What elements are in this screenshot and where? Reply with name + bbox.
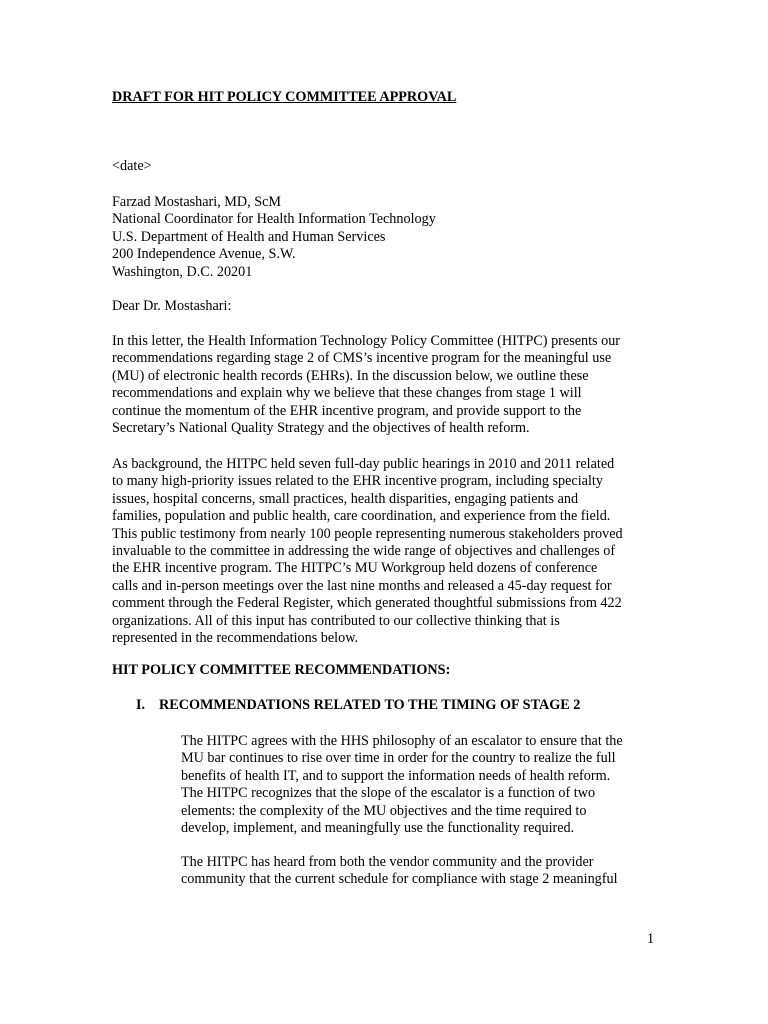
subsection-heading <box>136 697 580 714</box>
text-line: develop, implement, and meaningfully use the functionality required. <box>181 820 575 837</box>
text-line: families, population and public health, care coordination, and experience from the field. <box>112 508 611 525</box>
text-line: In this letter, the Health Information Technology Policy Committee (HITPC) presents our <box>112 333 621 349</box>
text-line: invaluable to the committee in addressing the wide range of objectives and challenges of <box>112 543 616 560</box>
paragraph-escalator <box>181 733 661 837</box>
document-title: DRAFT FOR HIT POLICY COMMITTEE APPROVAL <box>112 89 457 105</box>
address-line: 200 Independence Avenue, S.W. <box>112 246 296 263</box>
subsection-number: I. <box>136 697 146 713</box>
text-line: the EHR incentive program. The HITPC’s MU Workgroup held dozens of conference <box>112 560 598 577</box>
text-line: This public testimony from nearly 100 people representing numerous stakeholders proved <box>112 525 623 542</box>
text-line: The HITPC recognizes that the slope of the escalator is a function of two <box>181 785 596 802</box>
salutation: Dear Dr. Mostashari: <box>112 298 232 314</box>
page-number: 1 <box>647 931 655 947</box>
text-line: continue the momentum of the EHR incentive program, and provide support to the <box>112 402 582 419</box>
text-line: As background, the HITPC held seven full-day public hearings in 2010 and 2011 related <box>112 456 615 472</box>
address-line: Washington, D.C. 20201 <box>112 263 253 280</box>
text-line: organizations. All of this input has contributed to our collective thinking that is <box>112 612 560 629</box>
address-line: U.S. Department of Health and Human Services <box>112 228 386 245</box>
paragraph-schedule <box>181 854 661 889</box>
text-line: recommendations and explain why we believe that these changes from stage 1 will <box>112 385 582 402</box>
text-line: community that the current schedule for compliance with stage 2 meaningful <box>181 871 618 888</box>
text-line: (MU) of electronic health records (EHRs). In the discussion below, we outline these <box>112 367 589 384</box>
text-line: represented in the recommendations below. <box>112 630 359 647</box>
paragraph-background <box>112 456 660 647</box>
text-line: benefits of health IT, and to support the information needs of health reform. <box>181 767 611 784</box>
recipient-address <box>112 194 672 281</box>
text-line: recommendations regarding stage 2 of CMS’s incentive program for the meaningful use <box>112 350 612 367</box>
paragraph-intro <box>112 333 660 437</box>
text-line: The HITPC has heard from both the vendor community and the provider <box>181 854 594 870</box>
text-line: MU bar continues to rise over time in order for the country to realize the full <box>181 750 616 767</box>
section-heading: HIT POLICY COMMITTEE RECOMMENDATIONS: <box>112 662 451 678</box>
letter-date: <date> <box>112 158 152 174</box>
address-line: National Coordinator for Health Information Technology <box>112 211 436 228</box>
text-line: comment through the Federal Register, which generated thoughtful submissions from 422 <box>112 595 622 612</box>
text-line: to many high-priority issues related to the EHR incentive program, including specialty <box>112 473 603 490</box>
text-line: issues, hospital concerns, small practices, health disparities, engaging patients and <box>112 490 579 507</box>
text-line: elements: the complexity of the MU objectives and the time required to <box>181 802 587 819</box>
text-line: calls and in-person meetings over the last nine months and released a 45-day request for <box>112 577 612 594</box>
subsection-title: RECOMMENDATIONS RELATED TO THE TIMING OF STAGE 2 <box>159 697 581 713</box>
text-line: The HITPC agrees with the HHS philosophy of an escalator to ensure that the <box>181 733 623 749</box>
address-line: Farzad Mostashari, MD, ScM <box>112 194 282 210</box>
text-line: Secretary’s National Quality Strategy and the objectives of health reform. <box>112 420 530 437</box>
